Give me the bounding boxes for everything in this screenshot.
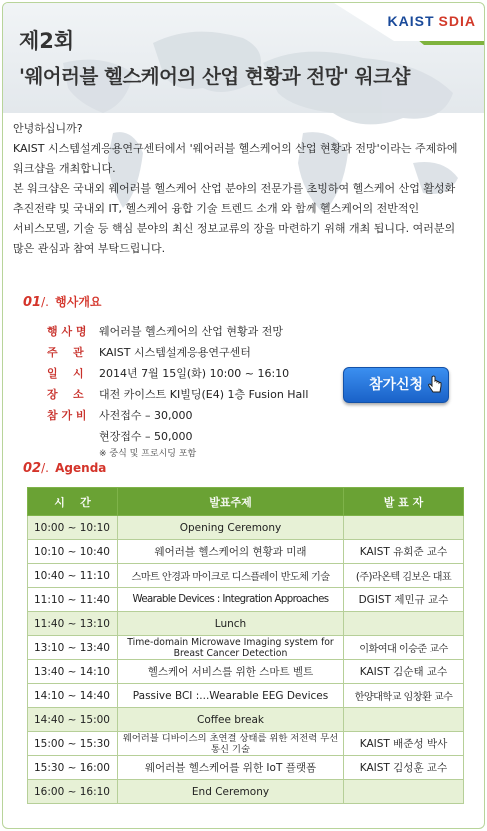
kaist-sdia-logo (388, 13, 476, 29)
intro-text (13, 119, 475, 259)
row-speaker: (주)라온텍 김보은 대표 (344, 564, 464, 588)
table-row (28, 564, 464, 588)
register-button[interactable]: 참가신청 (343, 367, 449, 403)
row-time: 13:40 ~ 14:10 (28, 660, 118, 684)
row-topic: Passive BCI :...Wearable EEG Devices (118, 684, 344, 708)
info-label: 일 시 (47, 367, 84, 380)
row-time: 10:00 ~ 10:10 (28, 516, 118, 540)
table-row (28, 684, 464, 708)
fee-note: ※ 중식 및 프로시딩 포함 (99, 449, 197, 459)
table-row (28, 636, 464, 660)
page-title: '웨어러블 헬스케어의 산업 현황과 전망' 워크샵 (19, 65, 410, 88)
row-topic: End Ceremony (118, 780, 344, 804)
row-topic: Lunch (118, 612, 344, 636)
intro-line: 추진전략 및 국내외 IT, 헬스케어 융합 기술 트렌드 소개 와 함께 헬스케어의 전반적인 (13, 202, 420, 215)
info-row (47, 363, 308, 384)
table-row (28, 780, 464, 804)
table-row (28, 516, 464, 540)
section-label: 행사개요 (55, 295, 102, 309)
row-speaker (344, 612, 464, 636)
row-topic: Wearable Devices : Integration Approaches (118, 588, 344, 612)
intro-line: 본 워크샵은 국내외 웨어러블 헬스케어 산업 분야의 전문가를 초빙하여 헬스케어 산업 활성화 (13, 182, 456, 195)
row-topic: Coffee break (118, 708, 344, 732)
col-header-speaker: 발 표 자 (344, 488, 464, 516)
table-row (28, 588, 464, 612)
row-speaker (344, 780, 464, 804)
intro-line: KAIST 시스템설계응용연구센터에서 '웨어러블 헬스케어의 산업 현황과 전망'이라는 주제하에 (13, 142, 458, 155)
info-value: 현장접수 – 50,000 (99, 430, 193, 443)
info-value: 대전 카이스트 KI빌딩(E4) 1층 Fusion Hall (99, 388, 309, 401)
info-row (47, 321, 308, 342)
info-row (47, 384, 308, 405)
row-topic: Time-domain Microwave Imaging system for Breast Cancer Detection (118, 636, 344, 660)
info-label: 행 사 명 (47, 325, 87, 338)
row-speaker: KAIST 유회준 교수 (344, 540, 464, 564)
row-time: 16:00 ~ 16:10 (28, 780, 118, 804)
row-speaker: KAIST 배준성 박사 (344, 732, 464, 756)
col-header-time: 시 간 (28, 488, 118, 516)
row-speaker: 이화여대 이승준 교수 (344, 636, 464, 660)
row-topic: 스마트 안경과 마이크로 디스플레이 반도체 기술 (118, 564, 344, 588)
table-row (28, 708, 464, 732)
row-topic: Opening Ceremony (118, 516, 344, 540)
section-number: 01 (23, 295, 42, 310)
info-row (47, 426, 308, 447)
row-time: 14:10 ~ 14:40 (28, 684, 118, 708)
row-speaker: DGIST 제민규 교수 (344, 588, 464, 612)
info-label: 주 관 (47, 346, 84, 359)
logo-sdia: SDIA (438, 13, 476, 29)
event-info (47, 321, 308, 461)
logo-kaist: KAIST (387, 13, 435, 29)
info-value: 2014년 7월 15일(화) 10:00 ~ 16:10 (99, 367, 290, 380)
row-speaker (344, 516, 464, 540)
section-number: 02 (23, 461, 42, 476)
table-row (28, 612, 464, 636)
row-speaker: KAIST 김순태 교수 (344, 660, 464, 684)
row-time: 10:40 ~ 11:10 (28, 564, 118, 588)
table-row (28, 756, 464, 780)
row-topic: 웨어러블 디바이스의 초연결 상태를 위한 저전력 무선통신 기술 (118, 732, 344, 756)
row-speaker: 한양대학교 임창환 교수 (344, 684, 464, 708)
row-topic: 웨어러블 헬스케어의 현황과 미래 (118, 540, 344, 564)
row-time: 11:40 ~ 13:10 (28, 612, 118, 636)
row-time: 14:40 ~ 15:00 (28, 708, 118, 732)
section-agenda-title: 02/. Agenda (23, 461, 107, 476)
intro-line: 안녕하십니까? (13, 122, 83, 135)
col-header-topic: 발표주제 (118, 488, 344, 516)
table-row (28, 660, 464, 684)
intro-line: 서비스모델, 기술 등 핵심 분야의 최신 정보교류의 장을 마련하기 위해 개최 됩니다. 여러분의 (13, 222, 456, 235)
info-row (47, 342, 308, 363)
info-label: 참 가 비 (47, 409, 87, 422)
title-edition: 제2회 (19, 29, 75, 53)
row-speaker: KAIST 김성훈 교수 (344, 756, 464, 780)
info-label (47, 426, 99, 447)
section-overview-title: 01/. 행사개요 (23, 295, 102, 310)
row-time: 15:00 ~ 15:30 (28, 732, 118, 756)
workshop-flyer (2, 2, 485, 829)
info-label: 장 소 (47, 388, 84, 401)
row-topic: 웨어러블 헬스케어를 위한 IoT 플랫폼 (118, 756, 344, 780)
table-row (28, 540, 464, 564)
intro-line: 워크샵을 개최합니다. (13, 162, 116, 175)
agenda-table (27, 487, 464, 804)
info-value: 사전접수 – 30,000 (99, 409, 193, 422)
intro-line: 많은 관심과 참여 부탁드립니다. (13, 242, 166, 255)
table-row (28, 732, 464, 756)
row-time: 13:10 ~ 13:40 (28, 636, 118, 660)
row-time: 15:30 ~ 16:00 (28, 756, 118, 780)
row-time: 11:10 ~ 11:40 (28, 588, 118, 612)
row-speaker (344, 708, 464, 732)
hand-cursor-icon (427, 375, 443, 395)
info-row (47, 405, 308, 426)
row-topic: 헬스케어 서비스를 위한 스마트 벨트 (118, 660, 344, 684)
section-label: Agenda (55, 461, 107, 475)
agenda-header-row (28, 488, 464, 516)
info-value: KAIST 시스템설계응용연구센터 (99, 346, 251, 359)
row-time: 10:10 ~ 10:40 (28, 540, 118, 564)
info-value: 웨어러블 헬스케어의 산업 현황과 전망 (99, 325, 284, 338)
